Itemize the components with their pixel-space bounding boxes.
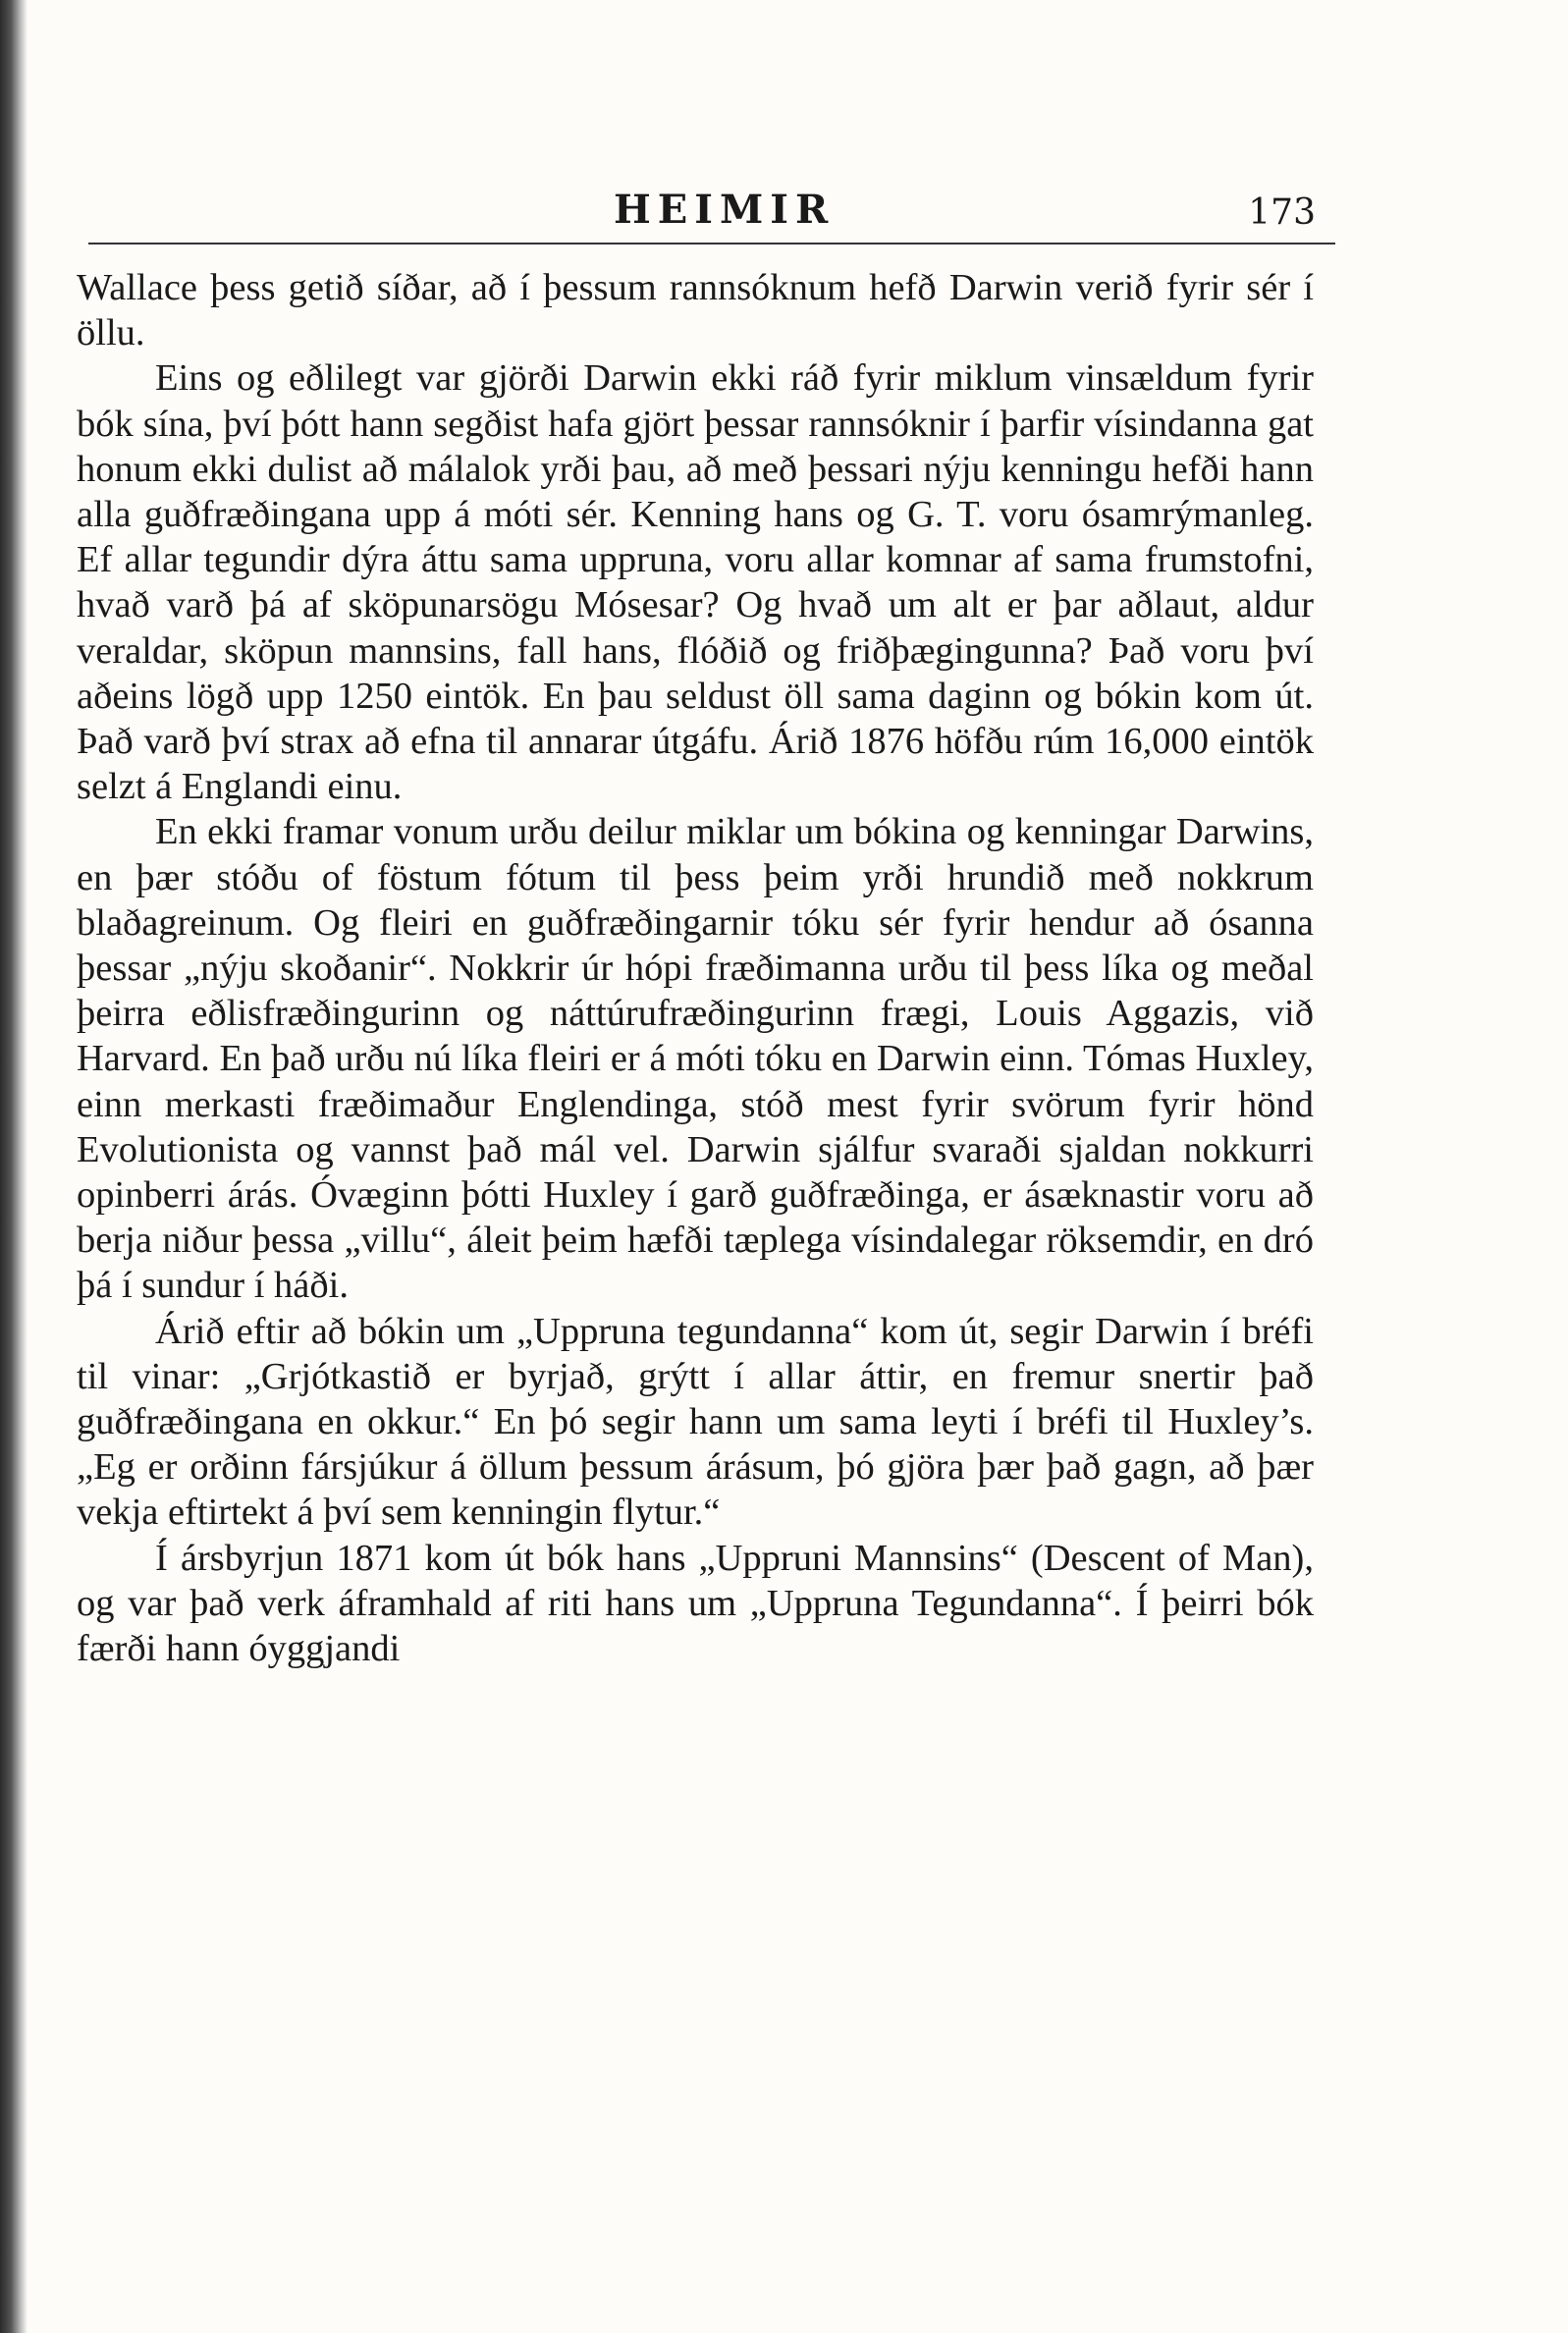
paragraph: Wallace þess getið síðar, að í þessum rannsóknum hefð Darwin verið fyrir sér í öllu. xyxy=(77,267,1314,354)
page-header xyxy=(88,177,1345,236)
paragraph: Árið eftir að bókin um „Uppruna tegundanna“ kom út, segir Darwin í bréfi til vinar: „Grjótkastið er byrjað, grýtt í allar áttir, en fremur snertir það guðfræðingana en okkur.“ En þó segir hann um sama leyti í bréfi til Huxley’s. „Eg er orðinn fársjúkur á öllum þessum árásum, þó gjöra þær það gagn, að þær vekja eftirtekt á því sem kenningin flytur.“ xyxy=(77,1310,1314,1534)
header-rule xyxy=(88,243,1335,244)
paragraph: En ekki framar vonum urðu deilur miklar um bókina og kenningar Darwins, en þær stóðu of föstum fótum til þess þeim yrði hrundið með nokkrum blaðagreinum. Og fleiri en guðfræðingarnir tóku sér fyrir hendur að ósanna þessar „nýju skoðanir“. Nokkrir úr hópi fræðimanna urðu til þess líka og meðal þeirra eðlisfræðingurinn og náttúrufræðingurinn frægi, Louis Aggazis, við Harvard. En það urðu nú líka fleiri er á móti tóku en Darwin einn. Tómas Huxley, einn merkasti fræðimaður Englendinga, stóð mest fyrir svörum fyrir hönd Evolutionista og vannst það mál vel. Darwin sjálfur svaraði sjaldan nokkurri opinberri árás. Óvæginn þótti Huxley í garð guðfræðinga, er ásæknastir voru að berja niður þessa „villu“, áleit þeim hæfði tæplega vísindalegar röksemdir, en dró þá í sundur í háði. xyxy=(77,811,1314,1307)
page-edge-shadow xyxy=(0,0,27,2333)
body-text xyxy=(77,265,1314,1671)
paragraph: Í ársbyrjun 1871 kom út bók hans „Uppruni Mannsins“ (Descent of Man), og var það verk áframhald af riti hans um „Uppruna Tegundanna“. Í þeirri bók færði hann óyggjandi xyxy=(77,1537,1314,1670)
page-number: 173 xyxy=(1248,192,1316,233)
paragraph: Eins og eðlilegt var gjörði Darwin ekki ráð fyrir miklum vinsældum fyrir bók sína, því þótt hann segðist hafa gjört þessar rannsóknir í þarfir vísindanna gat honum ekki dulist að málalok yrði þau, að með þessari nýju kenningu hefði hann alla guðfræðingana upp á móti sér. Kenning hans og G. T. voru ósamrýmanleg. Ef allar tegundir dýra áttu sama uppruna, voru allar komnar af sama frumstofni, hvað varð þá af sköpunarsögu Mósesar? Og hvað um alt er þar aðlaut, aldur veraldar, sköpun mannsins, fall hans, flóðið og friðþægingunna? Það voru því aðeins lögð upp 1250 eintök. En þau seldust öll sama daginn og bókin kom út. Það varð því strax að efna til annarar útgáfu. Árið 1876 höfðu rúm 16,000 eintök selzt á Englandi einu. xyxy=(77,357,1314,808)
running-head: HEIMIR xyxy=(614,187,836,233)
